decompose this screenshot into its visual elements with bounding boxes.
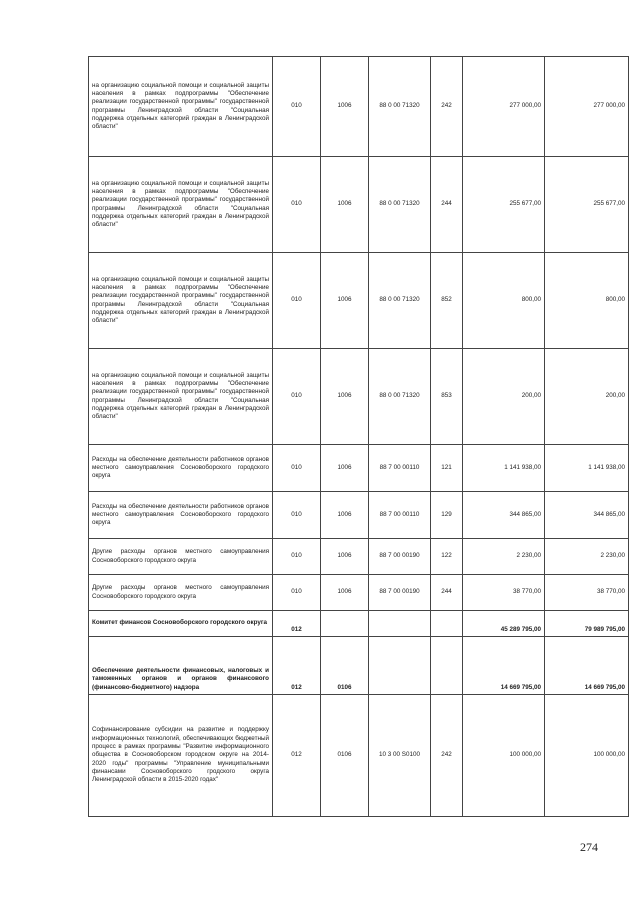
- amount-1: 100 000,00: [463, 695, 545, 817]
- amount-2: 1 141 938,00: [545, 445, 629, 492]
- amount-1: 800,00: [463, 253, 545, 349]
- amount-1: 45 289 795,00: [463, 611, 545, 637]
- section-code: 1006: [321, 492, 369, 539]
- dept-code: 010: [273, 253, 321, 349]
- row-description: на организацию социальной помощи и социальной защиты населения в рамках подпрограммы "Обеспечение реализации государственной программы" государственной программы Ленинградской области "Социальная поддержка отдельных категорий граждан в Ленинградской области": [89, 57, 273, 157]
- amount-2: 14 669 795,00: [545, 637, 629, 695]
- table-row: [89, 157, 629, 253]
- target-article-code: 88 7 00 00110: [369, 445, 431, 492]
- dept-code: 012: [273, 637, 321, 695]
- amount-2: 800,00: [545, 253, 629, 349]
- amount-2: 344 865,00: [545, 492, 629, 539]
- expense-type-code: 242: [431, 57, 463, 157]
- budget-table: [88, 56, 629, 817]
- section-code: 1006: [321, 349, 369, 445]
- expense-type-code: 853: [431, 349, 463, 445]
- row-description: на организацию социальной помощи и социальной защиты населения в рамках подпрограммы "Обеспечение реализации государственной программы" государственной программы Ленинградской области "Социальная поддержка отдельных категорий граждан в Ленинградской области": [89, 157, 273, 253]
- dept-code: 010: [273, 575, 321, 611]
- dept-code: 010: [273, 539, 321, 575]
- table-row-department: [89, 611, 629, 637]
- section-code: 0106: [321, 637, 369, 695]
- dept-code: 010: [273, 445, 321, 492]
- expense-type-code: 129: [431, 492, 463, 539]
- amount-2: 38 770,00: [545, 575, 629, 611]
- amount-2: 100 000,00: [545, 695, 629, 817]
- amount-1: 255 677,00: [463, 157, 545, 253]
- row-description: Расходы на обеспечение деятельности работников органов местного самоуправления Сосновоборского городского округа: [89, 445, 273, 492]
- table-row-section: [89, 637, 629, 695]
- amount-2: 277 000,00: [545, 57, 629, 157]
- section-code: [321, 611, 369, 637]
- amount-2: 2 230,00: [545, 539, 629, 575]
- section-code: 1006: [321, 575, 369, 611]
- target-article-code: 88 0 00 71320: [369, 157, 431, 253]
- row-description: Софинансирование субсидии на развитие и поддержку информационных технологий, обеспечивающих бюджетный процесс в рамках программы "Развитие информационного общества в Сосновоборском городском округе на 2014-2020 годы" программы "Управление муниципальными финансами Сосновоборского гродского округа Ленинградской области в 2015-2020 годах": [89, 695, 273, 817]
- dept-code: 010: [273, 349, 321, 445]
- target-article-code: 88 7 00 00190: [369, 539, 431, 575]
- row-description: на организацию социальной помощи и социальной защиты населения в рамках подпрограммы "Обеспечение реализации государственной программы" государственной программы Ленинградской области "Социальная поддержка отдельных категорий граждан в Ленинградской области": [89, 349, 273, 445]
- expense-type-code: 852: [431, 253, 463, 349]
- dept-code: 010: [273, 492, 321, 539]
- section-code: 0106: [321, 695, 369, 817]
- amount-1: 277 000,00: [463, 57, 545, 157]
- table-row: [89, 492, 629, 539]
- expense-type-code: 122: [431, 539, 463, 575]
- section-code: 1006: [321, 157, 369, 253]
- row-description: на организацию социальной помощи и социальной защиты населения в рамках подпрограммы "Обеспечение реализации государственной программы" государственной программы Ленинградской области "Социальная поддержка отдельных категорий граждан в Ленинградской области": [89, 253, 273, 349]
- amount-1: 2 230,00: [463, 539, 545, 575]
- expense-type-code: [431, 611, 463, 637]
- row-description: Комитет финансов Сосновоборского городского округа: [89, 611, 273, 637]
- dept-code: 012: [273, 695, 321, 817]
- target-article-code: 10 3 00 S0100: [369, 695, 431, 817]
- table-row: [89, 57, 629, 157]
- dept-code: 010: [273, 57, 321, 157]
- section-code: 1006: [321, 539, 369, 575]
- table-row: [89, 575, 629, 611]
- page-number: 274: [580, 840, 598, 854]
- expense-type-code: 244: [431, 157, 463, 253]
- amount-1: 344 865,00: [463, 492, 545, 539]
- target-article-code: [369, 637, 431, 695]
- expense-type-code: 121: [431, 445, 463, 492]
- amount-2: 79 989 795,00: [545, 611, 629, 637]
- amount-2: 200,00: [545, 349, 629, 445]
- target-article-code: 88 0 00 71320: [369, 253, 431, 349]
- amount-1: 200,00: [463, 349, 545, 445]
- target-article-code: 88 7 00 00190: [369, 575, 431, 611]
- section-code: 1006: [321, 445, 369, 492]
- amount-2: 255 677,00: [545, 157, 629, 253]
- table-row: [89, 253, 629, 349]
- row-description: Расходы на обеспечение деятельности работников органов местного самоуправления Сосновоборского городского округа: [89, 492, 273, 539]
- table-row: [89, 349, 629, 445]
- target-article-code: 88 7 00 00110: [369, 492, 431, 539]
- target-article-code: [369, 611, 431, 637]
- target-article-code: 88 0 00 71320: [369, 349, 431, 445]
- table-row: [89, 539, 629, 575]
- amount-1: 38 770,00: [463, 575, 545, 611]
- section-code: 1006: [321, 57, 369, 157]
- section-code: 1006: [321, 253, 369, 349]
- amount-1: 14 669 795,00: [463, 637, 545, 695]
- target-article-code: 88 0 00 71320: [369, 57, 431, 157]
- expense-type-code: 244: [431, 575, 463, 611]
- row-description: Другие расходы органов местного самоуправления Сосновоборского городского округа: [89, 575, 273, 611]
- table-row: [89, 695, 629, 817]
- table-row: [89, 445, 629, 492]
- amount-1: 1 141 938,00: [463, 445, 545, 492]
- dept-code: 012: [273, 611, 321, 637]
- row-description: Другие расходы органов местного самоуправления Сосновоборского городского округа: [89, 539, 273, 575]
- row-description: Обеспечение деятельности финансовых, налоговых и таможенных органов и органов финансового (финансово-бюджетного) надзора: [89, 637, 273, 695]
- dept-code: 010: [273, 157, 321, 253]
- expense-type-code: 242: [431, 695, 463, 817]
- expense-type-code: [431, 637, 463, 695]
